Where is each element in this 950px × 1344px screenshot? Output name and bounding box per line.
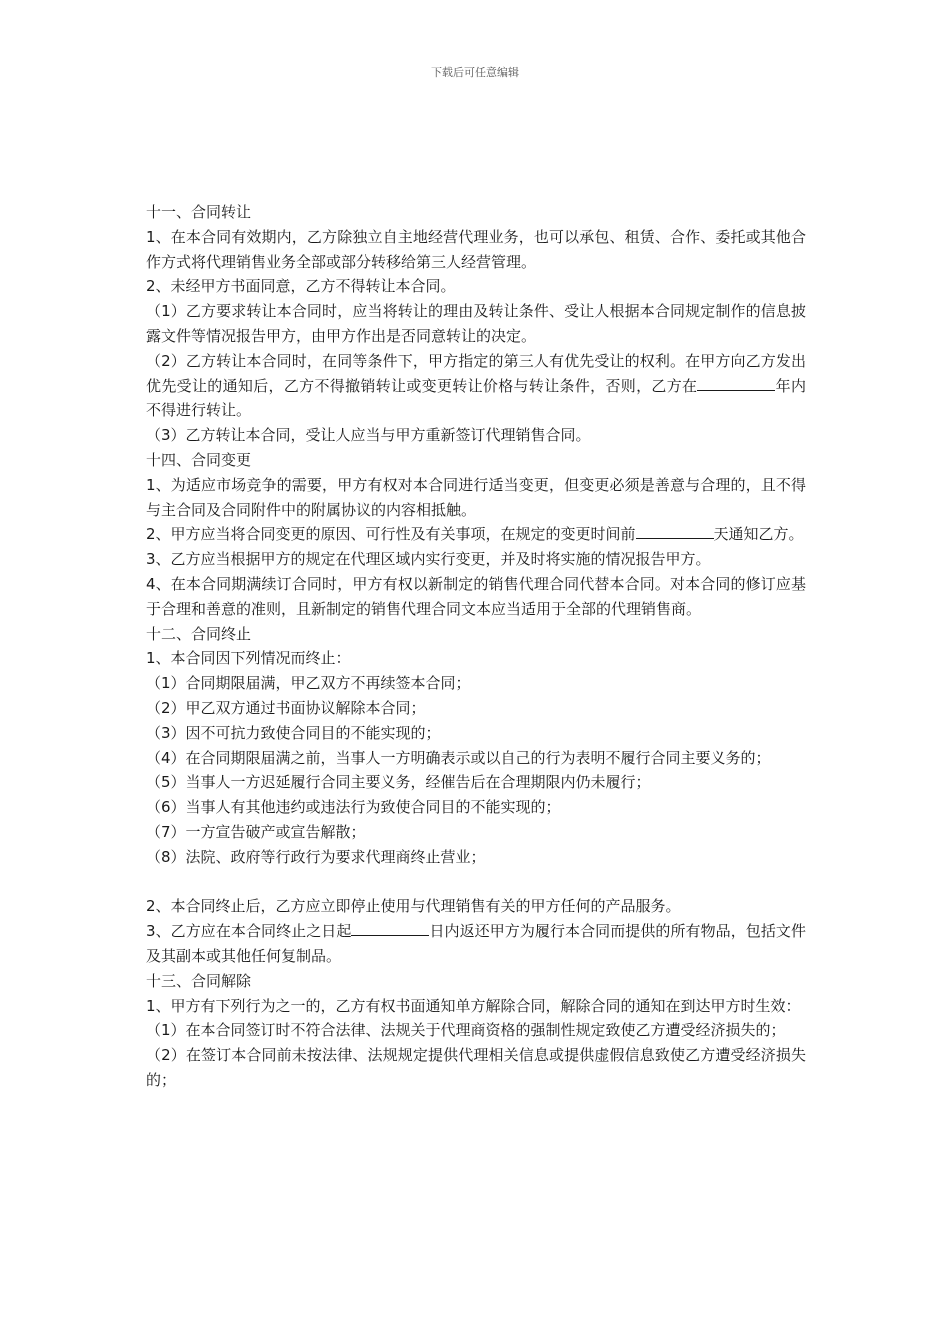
section-title-rescission: 十三、合同解除 [146,971,252,990]
list-item: （8）法院、政府等行政行为要求代理商终止营业； [146,847,486,866]
paragraph: 4、在本合同期满续订合同时，甲方有权以新制定的销售代理合同代替本合同。对本合同的修订应基于合理和善意的准则，且新制定的销售代理合同文本应当适用于全部的代理销售商。 [146,574,806,618]
list-item: （2）甲乙双方通过书面协议解除本合同； [146,698,426,717]
list-item: （3）因不可抗力致使合同目的不能实现的； [146,723,441,742]
paragraph-text: （2）乙方转让本合同时，在同等条件下，甲方指定的第三人有优先受让的权利。在甲方向乙方发出优先受让的通知后，乙方不得撤销转让或变更转让价格与转让条件，否则，乙方在 [146,351,806,395]
paragraph: 1、甲方有下列行为之一的，乙方有权书面通知单方解除合同，解除合同的通知在到达甲方时生效： [146,996,801,1015]
page-header: 下载后可任意编辑 [431,66,519,79]
paragraph: （1）乙方要求转让本合同时，应当将转让的理由及转让条件、受让人根据本合同规定制作的信息披露文件等情况报告甲方，由甲方作出是否同意转让的决定。 [146,302,806,345]
document-body [146,200,806,1093]
list-item: （5）当事人一方迟延履行合同主要义务，经催告后在合理期限内仍未履行； [146,773,651,792]
paragraph-text: 日内返还甲方为履行本合同而提供的所有物品，包括文件及其副本或其他任何复制品。 [146,922,806,965]
section-title-change: 十四、合同变更 [146,450,252,469]
paragraph: 2、本合同终止后，乙方应立即停止使用与代理销售有关的甲方任何的产品服务。 [146,897,681,916]
paragraph-text: 2、甲方应当将合同变更的原因、可行性及有关事项，在规定的变更时间前 [146,525,636,544]
list-item: （1）在本合同签订时不符合法律、法规关于代理商资格的强制性规定致使乙方遭受经济损失的； [146,1021,786,1040]
paragraph-text: 3、乙方应在本合同终止之日起 [146,922,352,941]
paragraph [146,522,806,547]
paragraph: 1、在本合同有效期内，乙方除独立自主地经营代理业务，也可以承包、租赁、合作、委托或其他合作方式将代理销售业务全部或部分转移给第三人经营管理。 [146,227,806,271]
paragraph-text: 天通知乙方。 [713,525,804,544]
paragraph: 1、为适应市场竞争的需要，甲方有权对本合同进行适当变更，但变更必须是善意与合理的，且不得与主合同及合同附件中的附属协议的内容相抵触。 [146,475,806,519]
paragraph [146,349,806,423]
section-title-termination: 十二、合同终止 [146,624,252,643]
blank-line [146,870,806,895]
blank-field [697,374,775,391]
list-item: （1）合同期限届满，甲乙双方不再续签本合同； [146,674,471,693]
section-title-transfer: 十一、合同转让 [146,203,252,221]
blank-field [636,522,714,539]
list-item: （6）当事人有其他违约或违法行为致使合同目的不能实现的； [146,798,561,817]
paragraph: 1、本合同因下列情况而终止： [146,649,351,668]
paragraph [146,919,806,969]
list-item: （7）一方宣告破产或宣告解散； [146,822,366,841]
list-item: （4）在合同期限届满之前，当事人一方明确表示或以自己的行为表明不履行合同主要义务的； [146,748,771,767]
paragraph: （3）乙方转让本合同，受让人应当与甲方重新签订代理销售合同。 [146,426,591,445]
list-item: （2）在签订本合同前未按法律、法规规定提供代理相关信息或提供虚假信息致使乙方遭受经济损失的； [146,1046,806,1089]
paragraph: 3、乙方应当根据甲方的规定在代理区域内实行变更，并及时将实施的情况报告甲方。 [146,550,711,569]
blank-field [351,919,429,936]
paragraph-text: 年内不得进行转让。 [146,376,806,420]
paragraph: 2、未经甲方书面同意，乙方不得转让本合同。 [146,277,456,296]
